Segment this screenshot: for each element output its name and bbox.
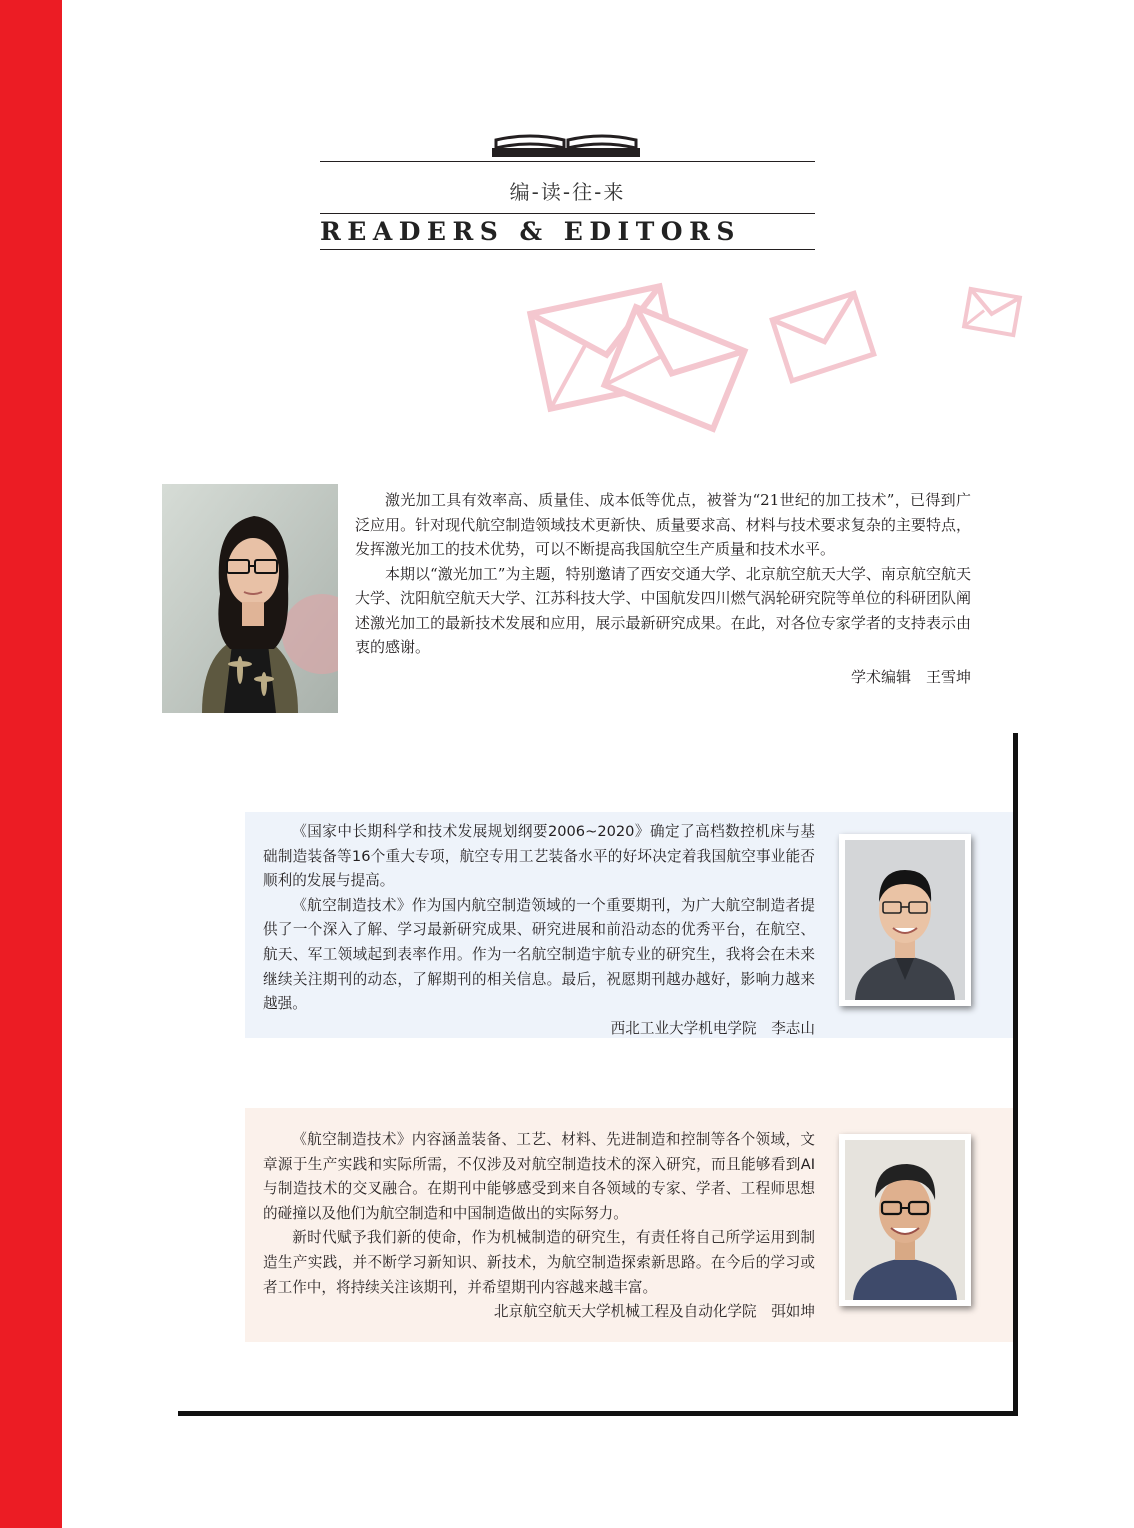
letter-paragraph: 《航空制造技术》作为国内航空制造领域的一个重要期刊，为广大航空制造者提供了一个深入了解、学习最新研究成果、研究进展和前沿动态的优秀平台，在航空、航天、军工领域起到表率作用。作为一名航空制造宇航专业的研究生，我将会在未来继续关注期刊的动态，了解期刊的相关信息。最后，祝愿期刊越办越好，影响力越来越强。 — [263, 896, 815, 1013]
letter-signature: 西北工业大学机电学院 李志山 — [610, 1019, 815, 1037]
envelope-icon — [768, 289, 877, 384]
red-side-bar — [0, 0, 62, 1528]
letter-signature: 北京航空航天大学机械工程及自动化学院 弭如坤 — [493, 1303, 815, 1321]
editor-note-paragraph: 本期以“激光加工”为主题，特别邀请了西安交通大学、北京航空航天大学、南京航空航天大学、沈阳航空航天大学、江苏科技大学、中国航发四川燃气涡轮研究院等单位的科研团队阐述激光加工的最新技术发展和应用，展示最新研究成果。在此，对各位专家学者的支持表示由衷的感谢。 — [355, 564, 971, 656]
reader-letter-card — [245, 1108, 1013, 1342]
section-title-cn: 编-读-往-来 — [509, 180, 626, 204]
editor-note-paragraph: 激光加工具有效率高、质量佳、成本低等优点，被誉为“21世纪的加工技术”，已得到广泛应用。针对现代航空制造领域技术更新快、质量要求高、材料与技术要求复杂的主要特点，发挥激光加工的技术优势，可以不断提高我国航空生产质量和技术水平。 — [355, 491, 971, 558]
reader-photo — [839, 834, 971, 1006]
header-top-rule — [320, 161, 815, 162]
header-mid-rule — [320, 213, 815, 214]
book-icon — [490, 128, 642, 160]
reader-letter-text — [263, 1128, 815, 1325]
editor-signature: 学术编辑 王雪坤 — [850, 667, 971, 686]
letter-paragraph: 《国家中长期科学和技术发展规划纲要2006~2020》确定了高档数控机床与基础制造装备等16个重大专项，航空专用工艺装备水平的好坏决定着我国航空事业能否顺利的发展与提高。 — [263, 823, 815, 890]
frame-bottom-rule — [178, 1411, 1018, 1416]
header-bottom-rule — [320, 249, 815, 250]
reader-letter-card — [245, 812, 1013, 1038]
section-title-en: READERS & EDITORS — [320, 217, 741, 246]
frame-right-rule — [1013, 733, 1018, 1416]
editor-note — [355, 488, 971, 689]
letter-paragraph: 《航空制造技术》内容涵盖装备、工艺、材料、先进制造和控制等各个领域，文章源于生产实践和实际所需，不仅涉及对航空制造技术的深入研究，而且能够看到AI与制造技术的交叉融合。在期刊中能够感受到来自各领域的专家、学者、工程师思想的碰撞以及他们为航空制造和中国制造做出的实际努力。 — [263, 1131, 815, 1222]
reader-photo — [839, 1134, 971, 1306]
reader-letter-text — [263, 820, 815, 1041]
envelope-icon — [961, 285, 1024, 338]
letter-paragraph: 新时代赋予我们新的使命，作为机械制造的研究生，有责任将自己所学运用到制造生产实践，并不断学习新知识、新技术，为航空制造探索新思路。在今后的学习或者工作中，将持续关注该期刊，并希望期刊内容越来越丰富。 — [263, 1229, 815, 1296]
editor-photo — [162, 484, 338, 713]
